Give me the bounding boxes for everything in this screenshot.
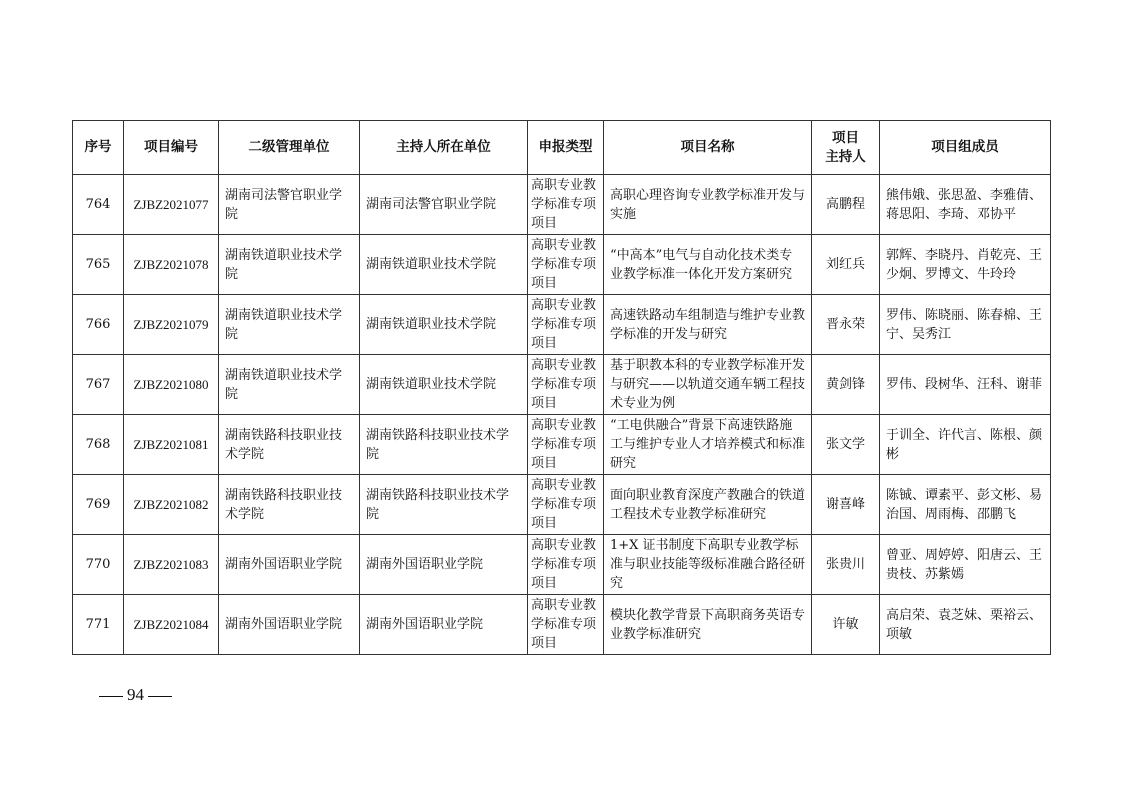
cell-project-leader: 晋永荣 bbox=[812, 295, 880, 355]
cell-team-members: 郭辉、李晓丹、肖乾亮、王少炯、罗博文、牛玲玲 bbox=[880, 235, 1051, 295]
cell-host-unit: 湖南司法警官职业学院 bbox=[360, 175, 528, 235]
footer-dash-right bbox=[148, 696, 172, 697]
cell-management-unit: 湖南铁路科技职业技术学院 bbox=[219, 475, 360, 535]
table-body bbox=[73, 175, 1051, 655]
cell-host-unit: 湖南铁道职业技术学院 bbox=[360, 295, 528, 355]
header-index: 序号 bbox=[73, 121, 124, 175]
table-row bbox=[73, 415, 1051, 475]
cell-team-members: 罗伟、陈晓丽、陈春棉、王宁、吴秀江 bbox=[880, 295, 1051, 355]
cell-project-name: 基于职教本科的专业教学标准开发与研究——以轨道交通车辆工程技术专业为例 bbox=[604, 355, 812, 415]
table-row bbox=[73, 355, 1051, 415]
header-team-members: 项目组成员 bbox=[880, 121, 1051, 175]
cell-project-code: ZJBZ2021083 bbox=[124, 535, 219, 595]
cell-team-members: 曾亚、周婷婷、阳唐云、王贵枝、苏紫嫣 bbox=[880, 535, 1051, 595]
cell-index: 764 bbox=[73, 175, 124, 235]
cell-project-leader: 谢喜峰 bbox=[812, 475, 880, 535]
cell-index: 767 bbox=[73, 355, 124, 415]
cell-project-leader: 张文学 bbox=[812, 415, 880, 475]
cell-host-unit: 湖南铁道职业技术学院 bbox=[360, 235, 528, 295]
cell-management-unit: 湖南铁道职业技术学院 bbox=[219, 295, 360, 355]
cell-project-leader: 许敏 bbox=[812, 595, 880, 655]
cell-management-unit: 湖南外国语职业学院 bbox=[219, 595, 360, 655]
table-row bbox=[73, 295, 1051, 355]
cell-host-unit: 湖南外国语职业学院 bbox=[360, 595, 528, 655]
cell-host-unit: 湖南铁道职业技术学院 bbox=[360, 355, 528, 415]
table-row bbox=[73, 235, 1051, 295]
page-footer bbox=[95, 685, 176, 705]
cell-project-name: “中高本”电气与自动化技术类专业教学标准一体化开发方案研究 bbox=[604, 235, 812, 295]
footer-dash-left bbox=[99, 696, 123, 697]
header-project-leader: 项目 主持人 bbox=[812, 121, 880, 175]
header-project-code: 项目编号 bbox=[124, 121, 219, 175]
header-project-name: 项目名称 bbox=[604, 121, 812, 175]
cell-host-unit: 湖南铁路科技职业技术学院 bbox=[360, 475, 528, 535]
cell-team-members: 陈铖、谭素平、彭文彬、易治国、周雨梅、邵鹏飞 bbox=[880, 475, 1051, 535]
cell-project-name: 面向职业教育深度产教融合的铁道工程技术专业教学标准研究 bbox=[604, 475, 812, 535]
table-row bbox=[73, 595, 1051, 655]
cell-index: 770 bbox=[73, 535, 124, 595]
cell-management-unit: 湖南铁道职业技术学院 bbox=[219, 355, 360, 415]
cell-project-leader: 张贵川 bbox=[812, 535, 880, 595]
page-number: 94 bbox=[127, 685, 144, 704]
cell-application-type: 高职专业教学标准专项项目 bbox=[528, 295, 604, 355]
cell-team-members: 熊伟娥、张思盈、李雅倩、蒋思阳、李琦、邓协平 bbox=[880, 175, 1051, 235]
cell-application-type: 高职专业教学标准专项项目 bbox=[528, 355, 604, 415]
cell-project-name: 高职心理咨询专业教学标准开发与实施 bbox=[604, 175, 812, 235]
cell-host-unit: 湖南铁路科技职业技术学院 bbox=[360, 415, 528, 475]
cell-management-unit: 湖南外国语职业学院 bbox=[219, 535, 360, 595]
cell-application-type: 高职专业教学标准专项项目 bbox=[528, 175, 604, 235]
header-application-type: 申报类型 bbox=[528, 121, 604, 175]
cell-project-code: ZJBZ2021078 bbox=[124, 235, 219, 295]
cell-team-members: 罗伟、段树华、汪科、谢菲 bbox=[880, 355, 1051, 415]
cell-application-type: 高职专业教学标准专项项目 bbox=[528, 595, 604, 655]
cell-project-code: ZJBZ2021080 bbox=[124, 355, 219, 415]
header-management-unit: 二级管理单位 bbox=[219, 121, 360, 175]
header-host-unit: 主持人所在单位 bbox=[360, 121, 528, 175]
cell-project-name: 高速铁路动车组制造与维护专业教学标准的开发与研究 bbox=[604, 295, 812, 355]
cell-project-leader: 黄剑锋 bbox=[812, 355, 880, 415]
cell-index: 771 bbox=[73, 595, 124, 655]
cell-application-type: 高职专业教学标准专项项目 bbox=[528, 475, 604, 535]
cell-project-name: 模块化教学背景下高职商务英语专业教学标准研究 bbox=[604, 595, 812, 655]
cell-project-code: ZJBZ2021081 bbox=[124, 415, 219, 475]
cell-management-unit: 湖南铁道职业技术学院 bbox=[219, 235, 360, 295]
table-row bbox=[73, 475, 1051, 535]
table-header-row bbox=[73, 121, 1051, 175]
cell-index: 768 bbox=[73, 415, 124, 475]
cell-application-type: 高职专业教学标准专项项目 bbox=[528, 235, 604, 295]
cell-host-unit: 湖南外国语职业学院 bbox=[360, 535, 528, 595]
cell-project-leader: 高鹏程 bbox=[812, 175, 880, 235]
cell-management-unit: 湖南铁路科技职业技术学院 bbox=[219, 415, 360, 475]
cell-index: 769 bbox=[73, 475, 124, 535]
cell-project-name: 1+X 证书制度下高职专业教学标准与职业技能等级标准融合路径研究 bbox=[604, 535, 812, 595]
table-row bbox=[73, 175, 1051, 235]
cell-team-members: 高启荣、袁芝妹、栗裕云、项敏 bbox=[880, 595, 1051, 655]
cell-project-name: “工电供融合”背景下高速铁路施工与维护专业人才培养模式和标准研究 bbox=[604, 415, 812, 475]
cell-team-members: 于训全、许代言、陈根、颜彬 bbox=[880, 415, 1051, 475]
cell-index: 765 bbox=[73, 235, 124, 295]
cell-project-code: ZJBZ2021079 bbox=[124, 295, 219, 355]
cell-management-unit: 湖南司法警官职业学院 bbox=[219, 175, 360, 235]
cell-project-code: ZJBZ2021077 bbox=[124, 175, 219, 235]
cell-application-type: 高职专业教学标准专项项目 bbox=[528, 415, 604, 475]
project-table bbox=[72, 120, 1051, 655]
cell-application-type: 高职专业教学标准专项项目 bbox=[528, 535, 604, 595]
cell-project-leader: 刘红兵 bbox=[812, 235, 880, 295]
cell-index: 766 bbox=[73, 295, 124, 355]
cell-project-code: ZJBZ2021084 bbox=[124, 595, 219, 655]
table-row bbox=[73, 535, 1051, 595]
cell-project-code: ZJBZ2021082 bbox=[124, 475, 219, 535]
